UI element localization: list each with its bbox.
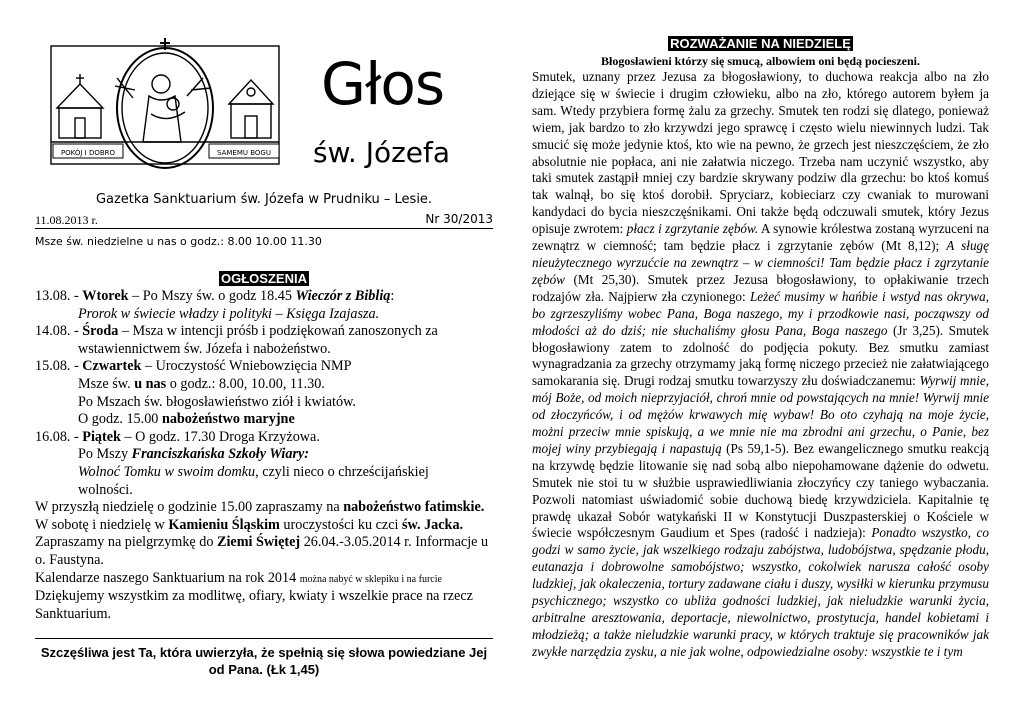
reflection-heading: ROZWAŻANIE NA NIEDZIELĘ [670, 36, 851, 51]
sanctuary-emblem [45, 38, 285, 174]
announcements-list [35, 288, 493, 623]
announcements-heading-wrap [35, 270, 493, 288]
st-joseph-emblem-icon [45, 38, 285, 174]
announcement-wednesday: 14.08. - Środa – Msza w intencji próśb i podziękowań zanoszonych za [35, 323, 438, 340]
announcement-thursday: 15.08. - Czwartek – Uroczystość Wniebowzięcia NMP [35, 358, 352, 375]
announcement-friday: 16.08. - Piątek – O godz. 17.30 Droga Krzyżowa. [35, 428, 320, 445]
announcement-friday-topic-cont: wolności. [78, 481, 133, 498]
reflection-body: Smutek, uznany przez Jezusa za błogosławiony, to duchowa reakcja albo na zło dziejące się w świecie i drugim człowieku, albo na zło, którego autorem byłem ja sam. Wtedy przybiera formę żalu za grzechy. Smutek ten rodzi się dlatego, ponieważ wiem, jak bardzo to zło krzywdzi jego sprawcę i często wielu niewinnych ludzi. Tak smucić się może jedynie ktoś, kto wie na pewno, że grzech jest nieszczęściem, że zło absolutnie nie popłaca, ani nie załatwia niczego. Trzeba nam uczynić wszystko, aby taki smutek zastąpił mniej czy bardzie skrywany podziw dla grzechu: bo ktoś komuś tak walnął, bo się ktoś dorobił. Spryciarz, kobieciarz czy cwaniak to murowani kandydaci do bycia nieszczęśnikami. Oni także będą odczuwali smutek, który Jezus opisuje zwrotem: płacz i zgrzytanie zębów. A synowie królestwa zostaną wyrzuceni na zewnątrz w ciemność; tam będzie płacz i zgrzytanie zębów (Mt 8,12); A sługę nieużytecznego wyrzućcie na zewnątrz – w ciemności! Tam będzie płacz i zgrzytanie zębów (Mt 25,30). Smutek przez Jezusa błogosławiony, to opłakiwanie trzech rodzajów zła. Najpierw zła czynionego: Leżeć musimy w hańbie i wstyd nas okrywa, bo zgrzeszyliśmy wobec Pana, Boga naszego, my i przodkowie nasi, począwszy od młodości aż do dziś; nie słuchaliśmy głosu Pana, Boga naszego (Jr 3,25). Smutek błogosławiony zatem to zdolność do podjęcia pokuty. Bez smutku zamiast wynagradzania za grzechy otrzymamy jaką formę niczego przecież nie załatwiającego samokarania się. Drugi rodzaj smutku towarzyszy złu doświadczanemu: Wyrwij mnie, mój Boże, od moich nieprzyjaciół, chroń mnie od powstających na mnie! Wyrwij mnie od złoczyńców, i od mężów krwawych mię wybaw! Bo oto czyhają na moje życie, możni przeciw mnie spiskują, a we mnie nie ma zbrodni ani grzechu, o Panie, bez mojej winy przybiegają i napastują (Ps 59,1-5). Bez ewangelicznego smutku reakcją na krzywdę będzie litowanie się nad sobą albo niepohamowane dążenie do odwetu. Smutek nie stoi tu w służbie usprawiedliwiania złoczyńcy czy taniego wybaczania. Pozwoli natomiast uświadomić sobie duchową biedę krzywdziciela. Kapitalnie tę prawdę ukazał Sobór watykański II w Konstytucji Duszpasterskiej o Kościele w świecie współczesnym Gaudium et Spes (radość i nadzieja): Ponadto wszystko, co godzi w samo życie, jak wszelkiego rodzaju zabójstwa, ludobójstwa, spędzanie płodu, eutanazja i dobrowolne samobójstwo; wszystko, cokolwiek narusza całość osoby ludzkiej, jak okaleczenia, tortury zadawane ciału i duszy, wysiłki w kierunku przymusu psychicznego; wszystko co ubliża godności ludzkiej, jak nieludzkie warunki życia, arbitralne aresztowania, deportacje, niewolnictwo, prostytucja, handel kobietami i młodzieżą; a także nieludzkie warunki pracy, w których traktuje się pracowników jak zwykłe narzędzia zysku, a nie jak wolne, odpowiedzialne osoby: wszystkie te i tym [532, 69, 990, 659]
reflection-heading-wrap [532, 36, 989, 51]
announcement-thursday-service: O godz. 15.00 nabożeństwo maryjne [78, 411, 295, 428]
masthead-subtitle: Gazetka Sanktuarium św. Józefa w Prudniku – Lesie. [95, 192, 433, 207]
announcement-fatima: W przyszłą niedzielę o godzinie 15.00 zapraszamy na nabożeństwo fatimskie. [35, 499, 485, 516]
announcement-pilgrimage: Zapraszamy na pielgrzymkę do Ziemi Świętej 26.04.-3.05.2014 r. Informacje u o. Faustyna. [35, 534, 489, 568]
announcement-calendars: Kalendarze naszego Sanktuarium na rok 2014 można nabyć w sklepiku i na furcie [35, 569, 442, 586]
right-column [532, 36, 989, 661]
announcement-kamien: W sobotę i niedzielę w Kamieniu Śląskim uroczystości ku czci św. Jacka. [35, 516, 464, 533]
announcement-friday-school: Po Mszy Franciszkańska Szkoły Wiary: [78, 446, 309, 463]
emblem-right-caption: SAMEMU BOGU [217, 149, 271, 157]
quote-divider [35, 638, 493, 639]
announcement-tuesday-topic: Prorok w świecie władzy i polityki – Księga Izajasza. [78, 305, 380, 322]
announcement-wednesday-cont: wstawiennictwem św. Józefa i nabożeństwo. [78, 340, 331, 357]
closing-quote: Szczęśliwa jest Ta, która uwierzyła, że spełnią się słowa powiedziane Jej od Pana. (Łk 1,45) [40, 645, 488, 677]
issue-date: 11.08.2013 r. [35, 213, 98, 227]
announcement-thanks: Dziękujemy wszystkim za modlitwę, ofiary, kwiaty i wszelkie prace na rzecz Sanktuarium. [35, 588, 473, 622]
masthead-title-second-line: św. Józefa [313, 136, 451, 169]
announcements-heading: OGŁOSZENIA [221, 271, 307, 286]
emblem-left-caption: POKÓJ I DOBRO [60, 149, 116, 157]
issue-info-row [35, 212, 493, 229]
announcement-tuesday: 13.08. - Wtorek – Po Mszy św. o godz 18.45 Wieczór z Biblią: [35, 288, 395, 304]
issue-number: Nr 30/2013 [425, 212, 493, 226]
announcement-friday-topic: Wolnoć Tomku w swoim domku, czyli nieco o chrześcijańskiej [78, 463, 429, 480]
reflection-subheading: Błogosławieni którzy się smucą, albowiem oni będą pocieszeni. [601, 54, 920, 68]
announcement-thursday-blessing: Po Mszach św. błogosławieństwo ziół i kwiatów. [78, 393, 356, 410]
sunday-masses-info: Msze św. niedzielne u nas o godz.: 8.00 10.00 11.30 [35, 235, 322, 248]
announcement-thursday-masses: Msze św. u nas o godz.: 8.00, 10.00, 11.30. [78, 375, 325, 392]
masthead-title: Głos [321, 50, 445, 118]
